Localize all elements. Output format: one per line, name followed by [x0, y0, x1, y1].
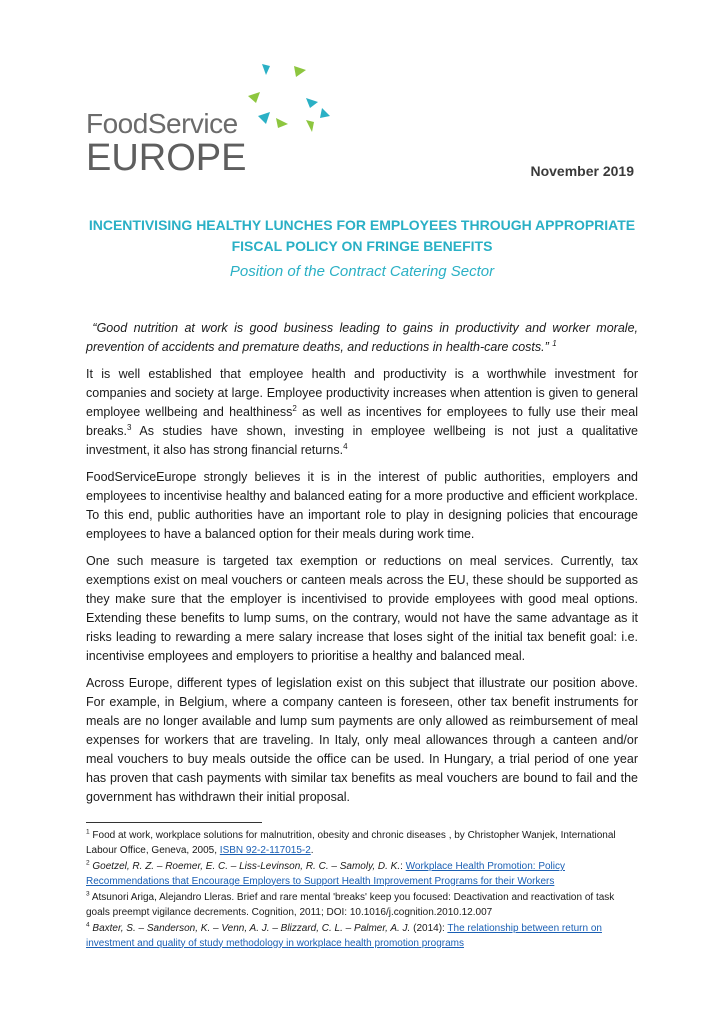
footnote-separator-text: (2014): [410, 923, 448, 934]
footnote-number: 4 [86, 921, 90, 929]
footnote-separator [86, 822, 262, 823]
return-on-investment-link[interactable]: The relationship between return on investment and quality of study methodology in workplace health promotion programs [86, 923, 602, 949]
paragraph-3: One such measure is targeted tax exemption or reductions on meal services. Currently, tax exemptions exist on meal vouchers or canteen meals across the EU, these should be supported as they make sure that the employer is incentivised to provide employees with good meal options. Extending these benefits to lump sums, on the contrary, would not have the same advantage as it risks leading to rewarding a mere salary increase that loses sight of the initial tax benefit goal: i.e. incentivise employees and employers to prioritise a healthy and balanced meal. [86, 554, 638, 663]
document-date: November 2019 [530, 163, 634, 179]
paragraph-1-part-c: As studies have shown, investing in employee wellbeing is not just a qualitative investment, it also has strong financial returns. [86, 424, 638, 457]
paragraph-4: Across Europe, different types of legislation exist on this subject that illustrate our position above. For example, in Belgium, where a company canteen is foreseen, other tax benefit instruments for meals are no longer available and lump sum payments are only allowed as reimbursement of meal expenses for workers that are traveling. In Italy, only meal allowances through a canteen and/or meal vouchers to buy meals outside the office can be used. In Hungary, a trial period of one year has proven that cash payments with similar tax benefits as meal vouchers are bound to fail and the government has withdrawn their initial proposal. [86, 676, 638, 804]
footnote-number: 1 [86, 828, 90, 836]
footnote-ref-1[interactable]: 1 [552, 338, 557, 348]
footnote-3 [86, 891, 638, 920]
footnote-authors: Baxter, S. – Sanderson, K. – Venn, A. J. – Blizzard, C. L. – Palmer, A. J. [89, 923, 411, 934]
footnote-number: 3 [86, 890, 90, 898]
paragraph-2: FoodServiceEurope strongly believes it is in the interest of public authorities, employers and employees to incentivise healthy and balanced eating for a more productive and efficient workplace. To this end, public authorities have an important role to play in designing policies that encourage employees to have a balanced option for their meals during work time. [86, 470, 638, 541]
workplace-health-promotion-link[interactable]: Workplace Health Promotion: Policy Recommendations that Encourage Employers to Support Health Improvement Programs for their Workers [86, 861, 565, 887]
body-text [86, 319, 638, 815]
footnote-text: Food at work, workplace solutions for malnutrition, obesity and chronic diseases , by Christopher Wanjek, International Labour Office, Geneva, 2005, [86, 830, 616, 856]
quote-paragraph [86, 319, 638, 357]
quote-text: “Good nutrition at work is good business leading to gains in productivity and worker morale, prevention of accidents and premature deaths, and reductions in health-care costs.” [86, 321, 638, 354]
document-subtitle: Position of the Contract Catering Sector [229, 263, 495, 280]
title-line-2: FISCAL POLICY ON FRINGE BENEFITS [231, 238, 493, 254]
logo-arrows-icon [236, 58, 336, 148]
footnote-tail: . [310, 844, 314, 856]
foodservice-europe-logo [86, 58, 336, 183]
paragraph-1-part-b: as well as incentives for employees to fully use their meal breaks. [86, 405, 638, 438]
logo-europe-text: EUROPE [86, 137, 247, 179]
footnote-2 [86, 860, 638, 889]
paragraph-1 [86, 365, 638, 460]
footnote-1 [86, 829, 638, 858]
paragraph-1-part-a: It is well established that employee health and productivity is a worthwhile investment for companies and society at large. Employee productivity increases when attention is given to general employee wellbeing and healthiness [86, 367, 638, 419]
footnotes [86, 829, 638, 953]
title-line-1: INCENTIVISING HEALTHY LUNCHES FOR EMPLOYEES THROUGH APPROPRIATE [88, 217, 636, 233]
isbn-link[interactable]: ISBN 92-2-117015-2 [219, 844, 311, 856]
footnote-authors: Goetzel, R. Z. – Roemer, E. C. – Liss-Levinson, R. C. – Samoly, D. K. [89, 861, 401, 872]
footnote-separator-text: : [400, 861, 406, 872]
footnote-text: Atsunori Ariga, Alejandro Lleras. Brief and rare mental 'breaks' keep you focused: Deactivation and reactivation of task goals preempt vigilance decrements. Cognition, 2011; DOI: 10.1016/j.cognition.2010.12.007 [86, 892, 615, 918]
footnote-ref-3[interactable]: 3 [127, 422, 132, 432]
logo-foodservice-text: FoodService [86, 108, 238, 139]
footnote-number: 2 [86, 859, 90, 867]
document-title [86, 215, 638, 257]
footnote-ref-4[interactable]: 4 [343, 441, 348, 451]
footnote-4 [86, 922, 638, 951]
footnote-ref-2[interactable]: 2 [292, 403, 297, 413]
